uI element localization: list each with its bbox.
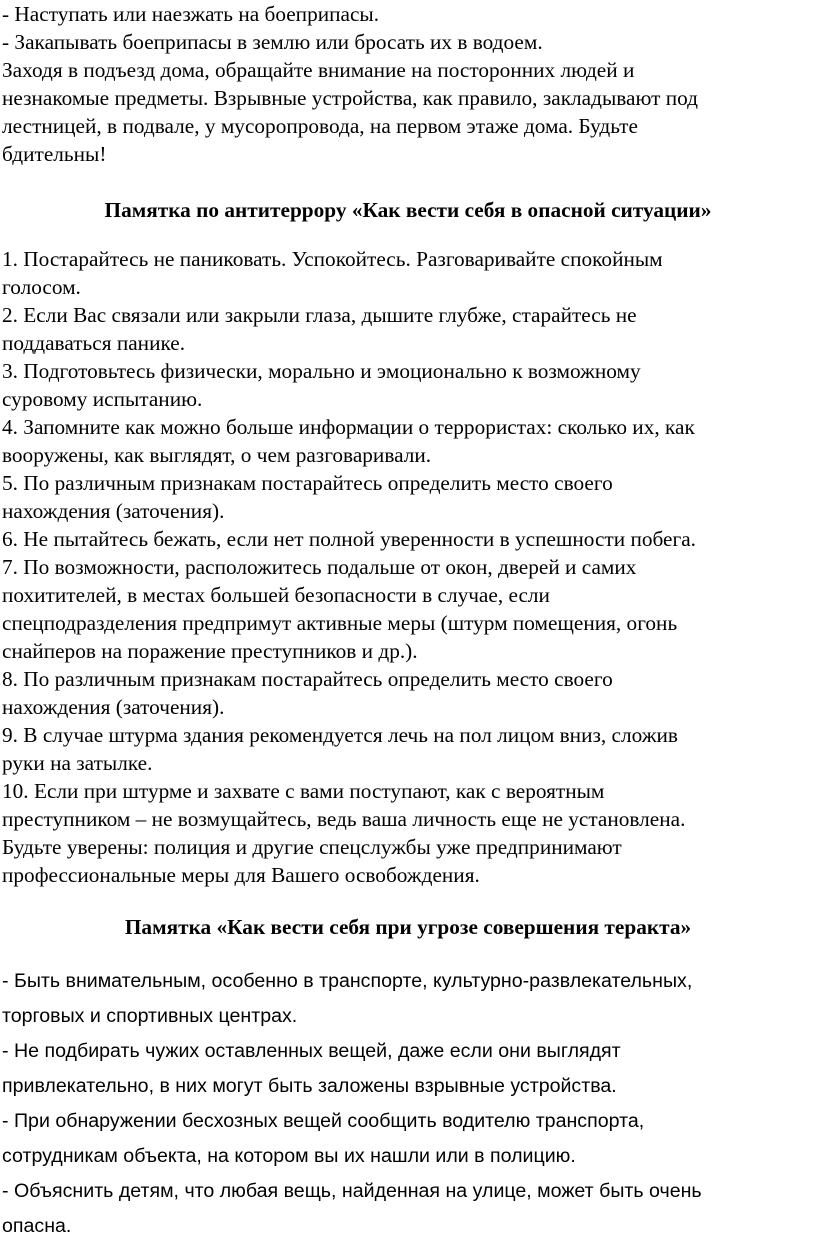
section1-line: спецподразделения предпримут активные меры (штурм помещения, огонь [2,611,678,635]
section1-line: снайперов на поражение преступников и др.). [2,639,418,663]
section2-line: сотрудникам объекта, на котором вы их нашли или в полицию. [2,1145,576,1167]
section1-line: нахождения (заточения). [2,499,225,523]
section1-line: 9. В случае штурма здания рекомендуется лечь на пол лицом вниз, сложив [2,723,678,747]
section1-line: руки на затылке. [2,751,153,775]
section1-line: 6. Не пытайтесь бежать, если нет полной уверенности в успешности побега. [2,527,697,551]
section1-line: поддаваться панике. [2,331,186,355]
section1-line: Будьте уверены: полиция и другие спецслужбы уже предпринимают [2,835,622,859]
section1-line: суровому испытанию. [2,387,203,411]
intro-line: бдительны! [2,142,107,166]
section2-line: - При обнаружении бесхозных вещей сообщить водителю транспорта, [2,1110,645,1132]
section1-line: 1. Постарайтесь не паниковать. Успокойтесь. Разговаривайте спокойным [2,247,663,271]
section2-line: привлекательно, в них могут быть заложены взрывные устройства. [2,1075,617,1097]
section1-list [2,245,814,889]
section1-title: Памятка по антитеррору «Как вести себя в опасной ситуации» [104,198,712,222]
section2-line: торговых и спортивных центрах. [2,1005,298,1027]
section1-line: голосом. [2,275,81,299]
section1-line: вооружены, как выглядят, о чем разговаривали. [2,443,432,467]
section2-title: Памятка «Как вести себя при угрозе совершения теракта» [124,915,692,939]
section1-line: 7. По возможности, расположитесь подальше от окон, дверей и самих [2,555,637,579]
section1-line: нахождения (заточения). [2,695,225,719]
section1-line: профессиональные меры для Вашего освобождения. [2,863,480,887]
intro-line: Заходя в подъезд дома, обращайте внимание на посторонних людей и [2,58,635,82]
section1-line: 4. Запомните как можно больше информации о террористах: сколько их, как [2,415,695,439]
intro-line: незнакомые предметы. Взрывные устройства, как правило, закладывают под [2,86,699,110]
section2-line: - Не подбирать чужих оставленных вещей, даже если они выглядят [2,1040,621,1062]
section2-line: опасна. [2,1215,72,1237]
section2-line: - Объяснить детям, что любая вещь, найденная на улице, может быть очень [2,1180,702,1202]
section1-line: 3. Подготовьтесь физически, морально и эмоционально к возможному [2,359,641,383]
section2-line: - Быть внимательным, особенно в транспорте, культурно-развлекательных, [2,970,693,992]
intro-text [2,0,814,168]
section1-line: 5. По различным признакам постарайтесь определить место своего [2,471,613,495]
section1-line: 8. По различным признакам постарайтесь определить место своего [2,667,613,691]
section1-line: 10. Если при штурме и захвате с вами поступают, как с вероятным [2,779,605,803]
intro-line: - Закапывать боеприпасы в землю или бросать их в водоем. [2,30,543,54]
section2-list [2,964,814,1244]
intro-line: - Наступать или наезжать на боеприпасы. [2,2,380,26]
section1-line: преступником – не возмущайтесь, ведь ваша личность еще не установлена. [2,807,686,831]
section1-line: похитителей, в местах большей безопасности в случае, если [2,583,550,607]
intro-line: лестницей, в подвале, у мусоропровода, на первом этаже дома. Будьте [2,114,638,138]
section1-line: 2. Если Вас связали или закрыли глаза, дышите глубже, старайтесь не [2,303,637,327]
